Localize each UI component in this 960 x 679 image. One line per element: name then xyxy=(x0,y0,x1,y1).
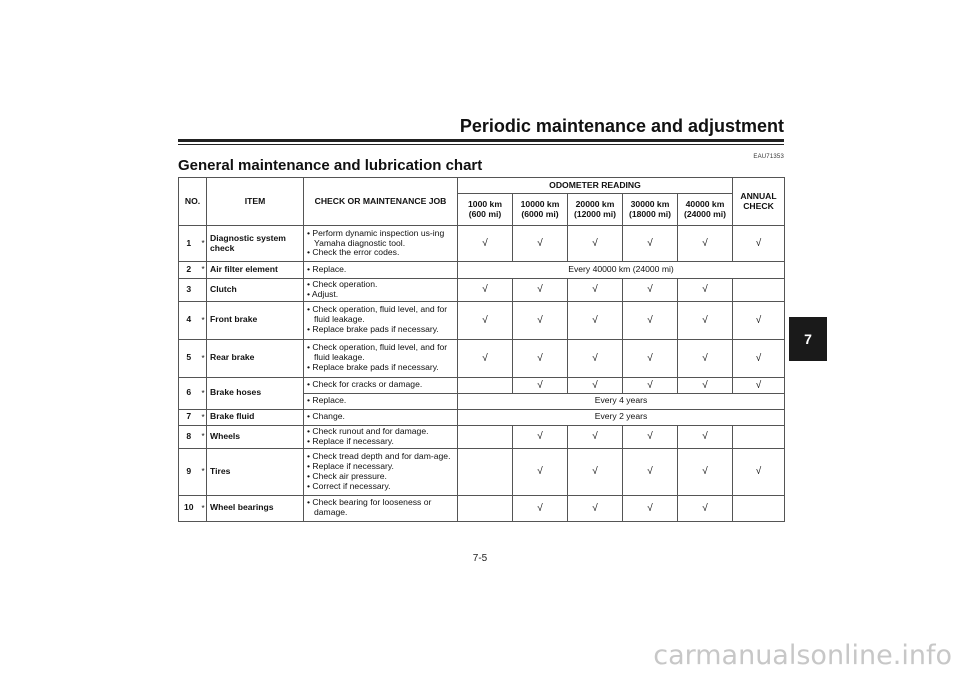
check-mark: √ xyxy=(458,279,513,302)
check-mark: √ xyxy=(568,279,623,302)
interval-mi: (18000 mi) xyxy=(628,208,672,219)
table-row xyxy=(179,448,785,495)
check-mark: √ xyxy=(623,339,678,377)
header-odometer: ODOMETER READING xyxy=(458,178,733,194)
row-number: 2 xyxy=(179,262,199,279)
interval-mi: (24000 mi) xyxy=(683,208,727,219)
row-number: 9 xyxy=(179,448,199,495)
check-mark: √ xyxy=(623,448,678,495)
check-mark: √ xyxy=(513,377,568,393)
check-mark: √ xyxy=(568,495,623,521)
check-mark: √ xyxy=(733,448,785,495)
dealer-service-marker: * xyxy=(199,301,207,339)
interval-note: Every 4 years xyxy=(458,393,785,409)
dealer-service-marker xyxy=(199,279,207,302)
maintenance-item: Tires xyxy=(207,448,304,495)
check-mark: √ xyxy=(678,495,733,521)
maintenance-item: Clutch xyxy=(207,279,304,302)
job-line: • Adjust. xyxy=(307,288,339,299)
job-line: • Check for cracks or damage. xyxy=(307,379,423,390)
table-row xyxy=(179,425,785,448)
job-line: • Check operation, fluid level, and for fluid leakage. xyxy=(307,342,448,363)
maintenance-chart-table xyxy=(178,177,785,522)
dealer-service-marker: * xyxy=(199,448,207,495)
maintenance-job xyxy=(304,448,458,495)
empty-cell xyxy=(733,495,785,521)
interval-note: Every 40000 km (24000 mi) xyxy=(458,262,785,279)
maintenance-item: Wheel bearings xyxy=(207,495,304,521)
check-mark: √ xyxy=(458,226,513,262)
row-number: 6 xyxy=(179,377,199,409)
dealer-service-marker: * xyxy=(199,339,207,377)
check-mark: √ xyxy=(568,425,623,448)
header-no: NO. xyxy=(179,178,207,226)
row-number: 7 xyxy=(179,409,199,425)
check-mark: √ xyxy=(623,377,678,393)
maintenance-job xyxy=(304,262,458,279)
page-number: 7-5 xyxy=(472,553,488,564)
job-line: • Change. xyxy=(307,411,345,422)
table-row xyxy=(179,495,785,521)
job-line: • Check runout and for damage. xyxy=(307,425,429,436)
interval-km: 40000 km xyxy=(685,198,725,209)
empty-cell xyxy=(458,495,513,521)
maintenance-job xyxy=(304,279,458,302)
header-interval xyxy=(458,194,513,226)
job-line: • Replace. xyxy=(307,264,347,275)
check-mark: √ xyxy=(568,377,623,393)
check-mark: √ xyxy=(513,226,568,262)
check-mark: √ xyxy=(678,279,733,302)
check-mark: √ xyxy=(623,495,678,521)
check-mark: √ xyxy=(678,425,733,448)
empty-cell xyxy=(733,425,785,448)
header-rule xyxy=(178,139,784,142)
job-line: • Check operation. xyxy=(307,279,378,289)
row-number: 8 xyxy=(179,425,199,448)
maintenance-job xyxy=(304,495,458,521)
maintenance-item: Front brake xyxy=(207,301,304,339)
check-mark: √ xyxy=(733,226,785,262)
check-mark: √ xyxy=(678,226,733,262)
check-mark: √ xyxy=(733,301,785,339)
table-row xyxy=(179,262,785,279)
job-line: • Check the error codes. xyxy=(307,247,400,258)
check-mark: √ xyxy=(513,495,568,521)
empty-cell xyxy=(458,425,513,448)
table-row xyxy=(179,226,785,262)
check-mark: √ xyxy=(458,339,513,377)
header-job: CHECK OR MAINTENANCE JOB xyxy=(304,178,458,226)
job-line: • Check operation, fluid level, and for fluid leakage. xyxy=(307,304,448,325)
empty-cell xyxy=(733,279,785,302)
maintenance-job xyxy=(304,425,458,448)
check-mark: √ xyxy=(513,339,568,377)
table-row xyxy=(179,377,785,393)
table-row xyxy=(179,301,785,339)
dealer-service-marker: * xyxy=(199,377,207,409)
check-mark: √ xyxy=(513,425,568,448)
check-mark: √ xyxy=(568,301,623,339)
header-interval xyxy=(678,194,733,226)
maintenance-job xyxy=(304,377,458,393)
interval-km: 30000 km xyxy=(630,198,670,209)
job-line: • Correct if necessary. xyxy=(307,480,391,491)
dealer-service-marker: * xyxy=(199,425,207,448)
maintenance-item: Rear brake xyxy=(207,339,304,377)
row-number: 4 xyxy=(179,301,199,339)
row-number: 5 xyxy=(179,339,199,377)
table-row xyxy=(179,339,785,377)
empty-cell xyxy=(458,377,513,393)
check-mark: √ xyxy=(513,301,568,339)
check-mark: √ xyxy=(568,226,623,262)
dealer-service-marker: * xyxy=(199,226,207,262)
maintenance-item: Diagnostic system check xyxy=(207,226,304,262)
check-mark: √ xyxy=(733,377,785,393)
job-line: • Perform dynamic inspection us-ing Yamaha diagnostic tool. xyxy=(307,227,445,248)
table-row xyxy=(179,279,785,302)
maintenance-item: Brake hoses xyxy=(207,377,304,409)
header-interval xyxy=(568,194,623,226)
page-header-title: Periodic maintenance and adjustment xyxy=(459,116,784,136)
check-mark: √ xyxy=(623,301,678,339)
job-line: • Replace if necessary. xyxy=(307,460,394,471)
dealer-service-marker: * xyxy=(199,409,207,425)
job-line: • Replace brake pads if necessary. xyxy=(307,324,439,335)
check-mark: √ xyxy=(568,448,623,495)
maintenance-job xyxy=(304,393,458,409)
header-annual-check: ANNUAL CHECK xyxy=(733,178,785,226)
dealer-service-marker: * xyxy=(199,495,207,521)
maintenance-item: Wheels xyxy=(207,425,304,448)
document-code: EAU71353 xyxy=(753,154,784,160)
check-mark: √ xyxy=(623,279,678,302)
job-line: • Replace. xyxy=(307,395,347,406)
job-line: • Check tread depth and for dam-age. xyxy=(307,451,451,461)
interval-mi: (12000 mi) xyxy=(573,208,617,219)
maintenance-job xyxy=(304,409,458,425)
interval-km: 10000 km xyxy=(520,198,560,209)
check-mark: √ xyxy=(678,301,733,339)
chapter-tab: 7 xyxy=(789,317,827,361)
watermark: carmanualsonline.info xyxy=(653,640,952,671)
empty-cell xyxy=(458,448,513,495)
check-mark: √ xyxy=(623,425,678,448)
check-mark: √ xyxy=(678,339,733,377)
interval-km: 20000 km xyxy=(575,198,615,209)
row-number: 1 xyxy=(179,226,199,262)
header-interval xyxy=(623,194,678,226)
check-mark: √ xyxy=(513,448,568,495)
check-mark: √ xyxy=(623,226,678,262)
maintenance-job xyxy=(304,339,458,377)
row-number: 10 xyxy=(179,495,199,521)
interval-km: 1000 km xyxy=(468,198,502,209)
check-mark: √ xyxy=(513,279,568,302)
interval-mi: (600 mi) xyxy=(468,208,502,219)
header-interval xyxy=(513,194,568,226)
dealer-service-marker: * xyxy=(199,262,207,279)
check-mark: √ xyxy=(733,339,785,377)
maintenance-job xyxy=(304,226,458,262)
check-mark: √ xyxy=(458,301,513,339)
header-rule-thin xyxy=(178,144,784,145)
header-item: ITEM xyxy=(207,178,304,226)
interval-note: Every 2 years xyxy=(458,409,785,425)
maintenance-item: Brake fluid xyxy=(207,409,304,425)
table-row xyxy=(179,409,785,425)
job-line: • Replace if necessary. xyxy=(307,435,394,446)
maintenance-item: Air filter element xyxy=(207,262,304,279)
section-title: General maintenance and lubrication chart xyxy=(178,157,483,174)
job-line: • Replace brake pads if necessary. xyxy=(307,362,439,373)
check-mark: √ xyxy=(678,377,733,393)
check-mark: √ xyxy=(678,448,733,495)
job-line: • Check bearing for looseness or damage. xyxy=(307,497,432,518)
maintenance-job xyxy=(304,301,458,339)
check-mark: √ xyxy=(568,339,623,377)
interval-mi: (6000 mi) xyxy=(521,208,559,219)
row-number: 3 xyxy=(179,279,199,302)
job-line: • Check air pressure. xyxy=(307,470,387,481)
